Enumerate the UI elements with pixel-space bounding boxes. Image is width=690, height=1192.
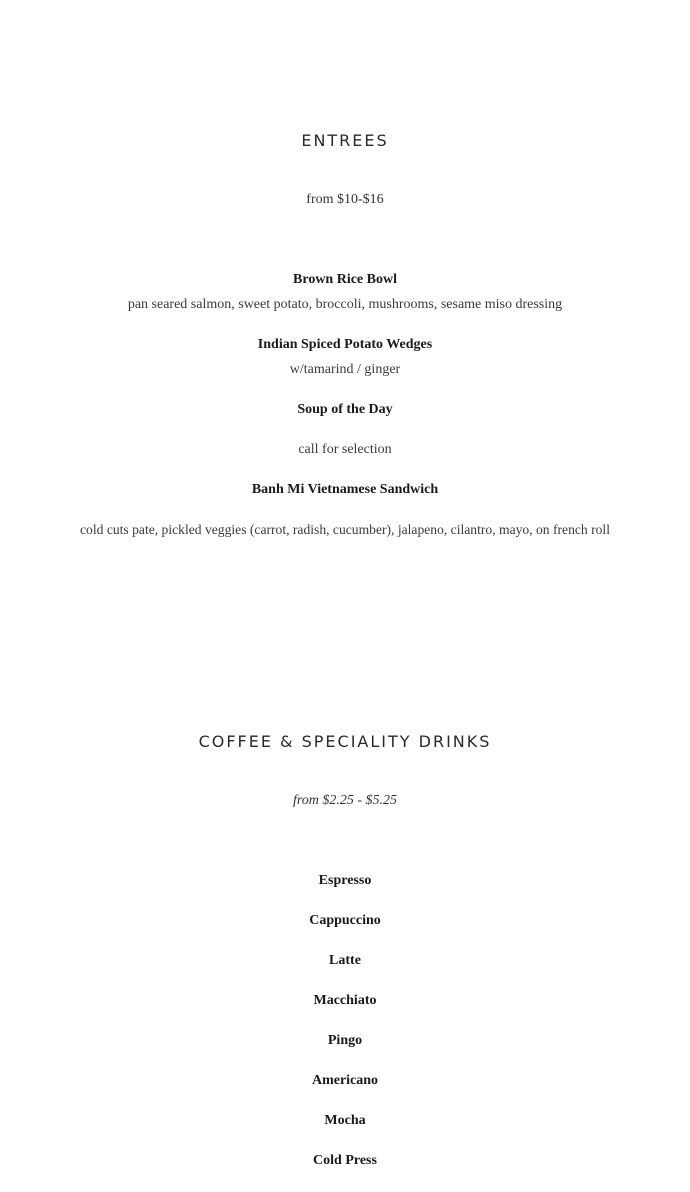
coffee-item-name: Mocha [324, 1113, 366, 1128]
coffee-item-name: Cappuccino [309, 913, 381, 928]
entree-item-name: Banh Mi Vietnamese Sandwich [251, 482, 439, 497]
coffee-price-range: from $2.25 - $5.25 [292, 793, 398, 808]
entree-item-description: pan seared salmon, sweet potato, broccoli, mushrooms, sesame miso dressing [127, 297, 563, 312]
entree-item-description: cold cuts pate, pickled veggies (carrot, radish, cucumber), jalapeno, cilantro, mayo, on french roll [80, 522, 610, 537]
coffee-item-name: Macchiato [313, 993, 377, 1008]
entrees-title: ENTREES [301, 131, 389, 150]
entree-item-description: call for selection [298, 442, 392, 457]
coffee-item-name: Latte [329, 953, 361, 968]
entree-item-name: Brown Rice Bowl [293, 272, 397, 287]
coffee-item-name: Cold Press [313, 1153, 377, 1168]
entree-item-name: Indian Spiced Potato Wedges [257, 337, 433, 352]
entree-item-name: Soup of the Day [297, 402, 393, 417]
coffee-title: COFFEE & SPECIALITY DRINKS [198, 732, 492, 751]
entrees-price-range: from $10-$16 [306, 192, 384, 207]
coffee-item-name: Pingo [327, 1033, 363, 1048]
coffee-item-name: Espresso [318, 873, 372, 888]
entree-item-description: w/tamarind / ginger [289, 362, 401, 377]
coffee-item-name: Americano [311, 1073, 379, 1088]
